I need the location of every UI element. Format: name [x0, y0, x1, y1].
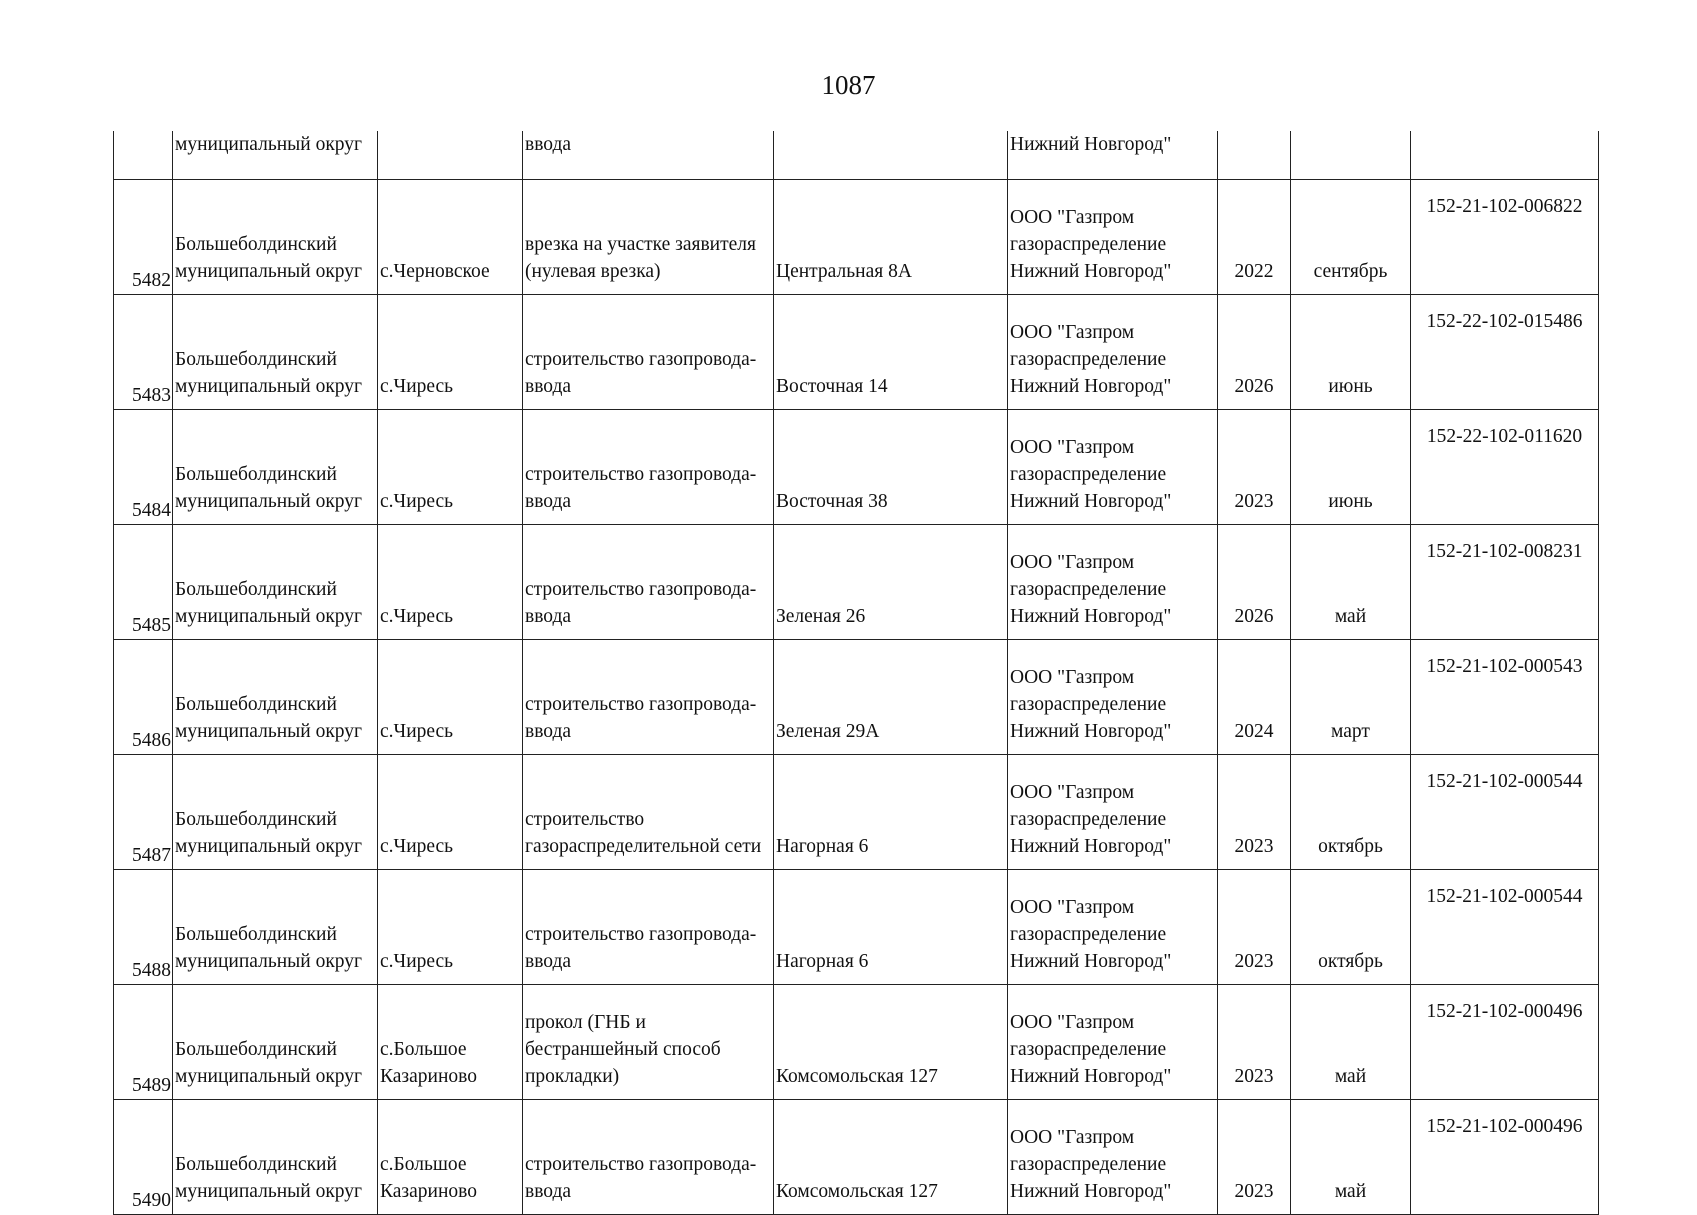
table-row [114, 180, 1599, 295]
cell-work-type-line: ввода [525, 1181, 572, 1202]
cell-district-line: Большеболдинский [175, 234, 337, 255]
cell-district [173, 985, 378, 1100]
cell-locality [378, 985, 523, 1100]
cell-address: Восточная 14 [774, 295, 1008, 410]
cell-code: 152-21-102-000544 [1411, 870, 1599, 985]
cell-operator [1008, 755, 1218, 870]
cell-work-type-line: ввода [525, 721, 572, 742]
cell-operator-line: Нижний Новгород" [1010, 951, 1172, 972]
table-body [114, 131, 1599, 1215]
cell-address: Нагорная 6 [774, 870, 1008, 985]
cell-work-type-line: строительство [525, 809, 645, 830]
cell-month: май [1291, 525, 1411, 640]
cell-year: 2026 [1218, 525, 1291, 640]
cell-locality-line: с.Чиресь [380, 491, 454, 512]
cell-num: 5490 [114, 1100, 173, 1215]
cell-num: 5483 [114, 295, 173, 410]
cell-district [173, 755, 378, 870]
cell-month: июнь [1291, 295, 1411, 410]
cell-operator-line: ООО "Газпром [1010, 552, 1135, 573]
table-row [114, 755, 1599, 870]
cell-code: 152-22-102-015486 [1411, 295, 1599, 410]
cell-operator-line: ООО "Газпром [1010, 897, 1135, 918]
cell-address [774, 131, 1008, 180]
cell-year [1218, 131, 1291, 180]
cell-month: май [1291, 1100, 1411, 1215]
cell-district [173, 1100, 378, 1215]
cell-locality [378, 131, 523, 180]
cell-work-type [523, 640, 774, 755]
table-row [114, 295, 1599, 410]
cell-district-line: Большеболдинский [175, 924, 337, 945]
cell-locality-line: с.Чиресь [380, 606, 454, 627]
cell-num: 5485 [114, 525, 173, 640]
cell-operator-line: газораспределение [1010, 694, 1167, 715]
cell-work-type [523, 755, 774, 870]
cell-district-line: муниципальный округ [175, 951, 363, 972]
cell-work-type-line: строительство газопровода- [525, 694, 757, 715]
cell-work-type-line: ввода [525, 951, 572, 972]
table-row [114, 640, 1599, 755]
cell-work-type: ввода [523, 131, 774, 180]
cell-operator [1008, 640, 1218, 755]
cell-operator-line: ООО "Газпром [1010, 782, 1135, 803]
cell-operator-line: ООО "Газпром [1010, 1012, 1135, 1033]
cell-address: Нагорная 6 [774, 755, 1008, 870]
cell-address: Комсомольская 127 [774, 1100, 1008, 1215]
gas-connection-table [113, 131, 1599, 1215]
cell-district-line: Большеболдинский [175, 809, 337, 830]
cell-year: 2022 [1218, 180, 1291, 295]
cell-work-type-line: ввода [525, 376, 572, 397]
cell-work-type-line: строительство газопровода- [525, 924, 757, 945]
cell-operator-line: Нижний Новгород" [1010, 1181, 1172, 1202]
cell-work-type-line: строительство газопровода- [525, 1154, 757, 1175]
cell-operator [1008, 525, 1218, 640]
cell-code: 152-21-102-000496 [1411, 985, 1599, 1100]
cell-district [173, 640, 378, 755]
cell-year: 2023 [1218, 410, 1291, 525]
cell-num: 5484 [114, 410, 173, 525]
table-row [114, 525, 1599, 640]
cell-district-line: муниципальный округ [175, 721, 363, 742]
cell-work-type [523, 525, 774, 640]
cell-work-type-line: строительство газопровода- [525, 349, 757, 370]
cell-address: Восточная 38 [774, 410, 1008, 525]
cell-operator [1008, 180, 1218, 295]
cell-code [1411, 131, 1599, 180]
cell-district [173, 295, 378, 410]
cell-year: 2024 [1218, 640, 1291, 755]
cell-operator-line: Нижний Новгород" [1010, 491, 1172, 512]
cell-work-type-line: ввода [525, 491, 572, 512]
cell-operator-line: газораспределение [1010, 234, 1167, 255]
cell-work-type [523, 180, 774, 295]
cell-locality [378, 180, 523, 295]
cell-num: 5486 [114, 640, 173, 755]
cell-operator-line: газораспределение [1010, 924, 1167, 945]
cell-operator-line: газораспределение [1010, 349, 1167, 370]
cell-operator [1008, 985, 1218, 1100]
table-row [114, 410, 1599, 525]
table-row [114, 870, 1599, 985]
cell-work-type-line: прокол (ГНБ и [525, 1012, 646, 1033]
cell-district-line: муниципальный округ [175, 261, 363, 282]
cell-locality [378, 755, 523, 870]
cell-locality [378, 410, 523, 525]
cell-operator-line: Нижний Новгород" [1010, 261, 1172, 282]
cell-code: 152-21-102-000496 [1411, 1100, 1599, 1215]
cell-work-type-line: бестраншейный способ [525, 1039, 721, 1060]
cell-locality-line: Казариново [380, 1181, 477, 1202]
cell-year: 2023 [1218, 1100, 1291, 1215]
cell-operator [1008, 1100, 1218, 1215]
cell-operator-line: Нижний Новгород" [1010, 606, 1172, 627]
cell-district [173, 180, 378, 295]
cell-address: Комсомольская 127 [774, 985, 1008, 1100]
cell-work-type-line: врезка на участке заявителя [525, 234, 756, 255]
cell-work-type [523, 410, 774, 525]
cell-locality-line: с.Чиресь [380, 376, 454, 397]
cell-month: сентябрь [1291, 180, 1411, 295]
cell-address: Зеленая 29А [774, 640, 1008, 755]
cell-operator-line: Нижний Новгород" [1010, 1066, 1172, 1087]
cell-month [1291, 131, 1411, 180]
cell-locality-line: с.Чиресь [380, 951, 454, 972]
cell-work-type [523, 985, 774, 1100]
cell-locality [378, 525, 523, 640]
cell-district-line: Большеболдинский [175, 464, 337, 485]
cell-locality-line: с.Большое [380, 1154, 467, 1175]
cell-district [173, 525, 378, 640]
cell-operator-line: Нижний Новгород" [1010, 721, 1172, 742]
cell-district-line: Большеболдинский [175, 1154, 337, 1175]
cell-locality [378, 870, 523, 985]
cell-address: Зеленая 26 [774, 525, 1008, 640]
cell-locality-line: Казариново [380, 1066, 477, 1087]
cell-operator-line: Нижний Новгород" [1010, 376, 1172, 397]
cell-year: 2023 [1218, 870, 1291, 985]
cell-year: 2026 [1218, 295, 1291, 410]
cell-district-line: Большеболдинский [175, 349, 337, 370]
cell-district-line: муниципальный округ [175, 376, 363, 397]
cell-district-line: муниципальный округ [175, 836, 363, 857]
cell-code: 152-21-102-006822 [1411, 180, 1599, 295]
cell-code: 152-22-102-011620 [1411, 410, 1599, 525]
cell-num: 5487 [114, 755, 173, 870]
cell-work-type-line: прокладки) [525, 1066, 620, 1087]
cell-work-type [523, 295, 774, 410]
cell-locality-line: с.Чиресь [380, 721, 454, 742]
cell-operator-line: Нижний Новгород" [1010, 836, 1172, 857]
cell-num: 5489 [114, 985, 173, 1100]
cell-operator-line: газораспределение [1010, 1154, 1167, 1175]
cell-operator-line: газораспределение [1010, 1039, 1167, 1060]
cell-locality [378, 640, 523, 755]
cell-district-line: муниципальный округ [175, 1066, 363, 1087]
cell-code: 152-21-102-008231 [1411, 525, 1599, 640]
cell-month: октябрь [1291, 870, 1411, 985]
cell-locality-line: с.Чиресь [380, 836, 454, 857]
cell-month: март [1291, 640, 1411, 755]
cell-num: 5482 [114, 180, 173, 295]
table-row-continuation [114, 131, 1599, 180]
cell-year: 2023 [1218, 755, 1291, 870]
cell-district [173, 870, 378, 985]
cell-operator-line: ООО "Газпром [1010, 322, 1135, 343]
cell-operator-line: ООО "Газпром [1010, 437, 1135, 458]
cell-work-type-line: газораспределительной сети [525, 836, 762, 857]
cell-operator-line: ООО "Газпром [1010, 667, 1135, 688]
cell-code: 152-21-102-000543 [1411, 640, 1599, 755]
cell-district-line: муниципальный округ [175, 1181, 363, 1202]
cell-operator-line: газораспределение [1010, 464, 1167, 485]
cell-operator-line: ООО "Газпром [1010, 1127, 1135, 1148]
cell-operator-line: ООО "Газпром [1010, 207, 1135, 228]
cell-district [173, 410, 378, 525]
cell-operator-line: газораспределение [1010, 579, 1167, 600]
cell-month: май [1291, 985, 1411, 1100]
cell-district-line: Большеболдинский [175, 1039, 337, 1060]
cell-locality [378, 295, 523, 410]
cell-operator: Нижний Новгород" [1008, 131, 1218, 180]
cell-district: муниципальный округ [173, 131, 378, 180]
cell-operator [1008, 295, 1218, 410]
cell-month: июнь [1291, 410, 1411, 525]
cell-locality [378, 1100, 523, 1215]
cell-work-type-line: ввода [525, 606, 572, 627]
cell-district-line: Большеболдинский [175, 694, 337, 715]
cell-work-type-line: (нулевая врезка) [525, 261, 661, 282]
table-row [114, 985, 1599, 1100]
table-row [114, 1100, 1599, 1215]
page-number: 1087 [821, 70, 876, 100]
cell-locality-line: с.Большое [380, 1039, 467, 1060]
cell-month: октябрь [1291, 755, 1411, 870]
cell-address: Центральная 8А [774, 180, 1008, 295]
cell-num [114, 131, 173, 180]
cell-work-type [523, 870, 774, 985]
cell-district-line: Большеболдинский [175, 579, 337, 600]
cell-operator [1008, 870, 1218, 985]
cell-district-line: муниципальный округ [175, 491, 363, 512]
cell-work-type [523, 1100, 774, 1215]
cell-num: 5488 [114, 870, 173, 985]
cell-work-type-line: строительство газопровода- [525, 579, 757, 600]
cell-operator-line: газораспределение [1010, 809, 1167, 830]
cell-year: 2023 [1218, 985, 1291, 1100]
cell-operator [1008, 410, 1218, 525]
cell-district-line: муниципальный округ [175, 606, 363, 627]
cell-work-type-line: строительство газопровода- [525, 464, 757, 485]
cell-locality-line: с.Черновское [380, 261, 490, 282]
cell-code: 152-21-102-000544 [1411, 755, 1599, 870]
